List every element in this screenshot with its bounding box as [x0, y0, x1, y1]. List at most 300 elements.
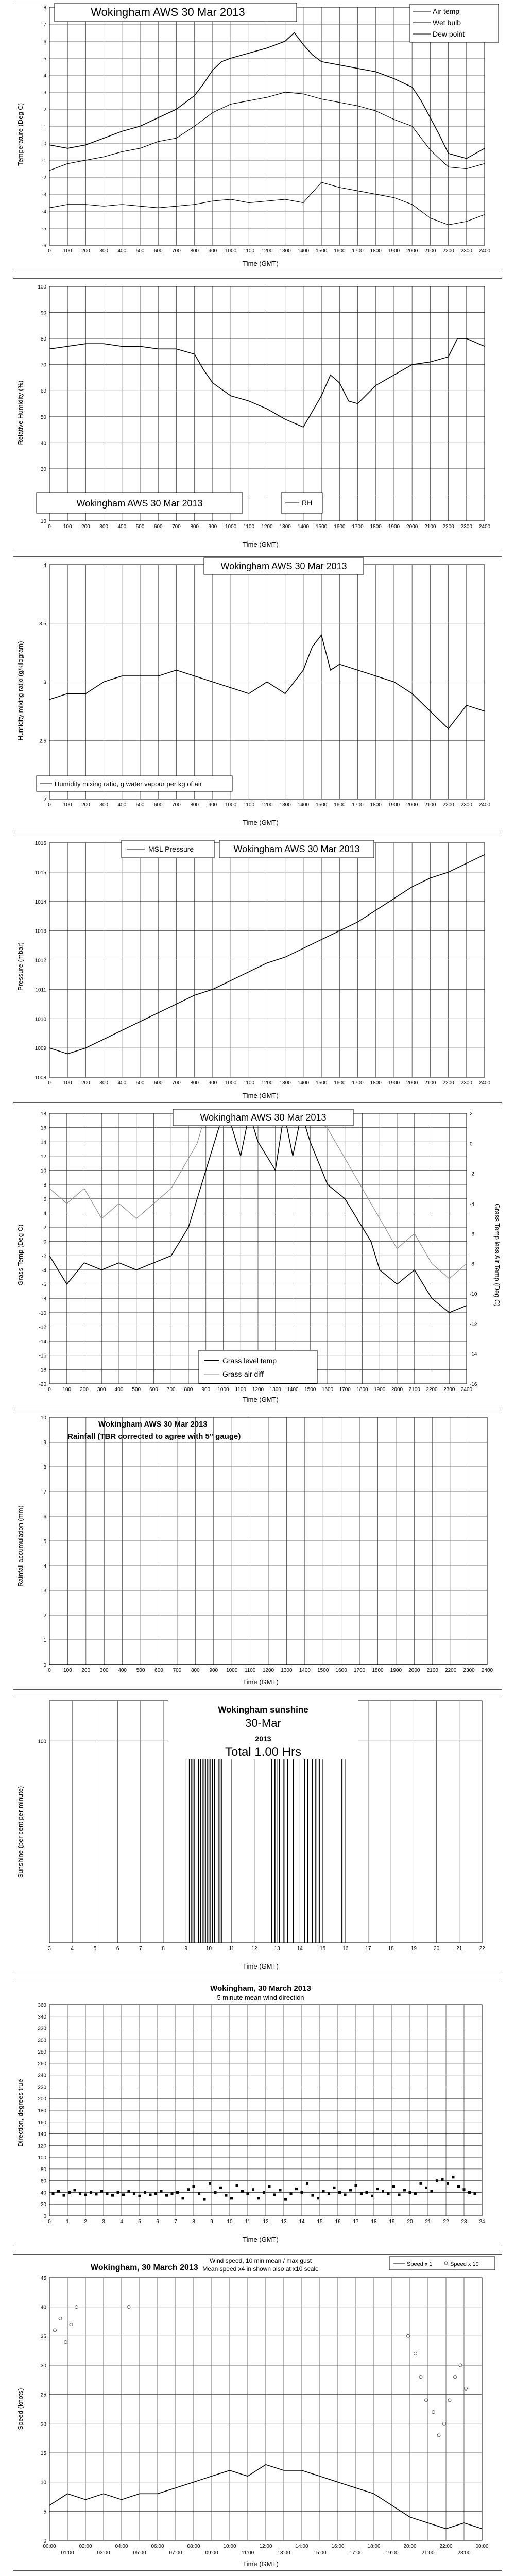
speed-x10-point	[414, 2352, 417, 2355]
x-tick-label: 1200	[261, 248, 273, 254]
wind-direction-point	[219, 2187, 222, 2189]
y-tick-label: 1008	[35, 1075, 46, 1081]
y-tick-label: -10	[39, 1310, 46, 1316]
y-tick-label: 7	[43, 1489, 46, 1495]
y-tick-label: 6	[43, 1196, 46, 1202]
x-tick-label: 300	[99, 524, 108, 530]
wind-direction-point	[295, 2188, 298, 2190]
y-tick-label: 20	[40, 2202, 46, 2208]
x-tick-label: 1200	[261, 1080, 273, 1086]
x-tick-label: 100	[63, 802, 72, 808]
chart-title: Wokingham AWS 30 Mar 2013	[200, 1112, 327, 1123]
x-tick-label: 7	[139, 1946, 142, 1952]
legend-label-msl-pressure: MSL Pressure	[148, 845, 194, 853]
y-tick-label: 1010	[35, 1016, 46, 1023]
x-tick-label: 1100	[243, 524, 255, 530]
x-tick-label: 1400	[287, 1387, 299, 1393]
x-tick-label: 1600	[334, 1080, 346, 1086]
y-axis-label: Direction, degrees true	[16, 2079, 24, 2147]
x-tick-label: 1300	[279, 248, 291, 254]
x-tick-label: 2100	[424, 248, 436, 254]
x-axis-label: Time (GMT)	[243, 260, 279, 267]
x-tick-label: 0	[48, 2219, 51, 2225]
x-tick-label: 2100	[424, 1080, 436, 1086]
x-tick-label: 600	[153, 1080, 163, 1086]
y-tick-label: -20	[39, 1382, 46, 1387]
y-tick-label: 4	[43, 1211, 46, 1217]
x-tick-label: 10	[227, 2219, 233, 2225]
x-tick-label: 1100	[243, 1080, 255, 1086]
y-tick-label: 80	[40, 2166, 46, 2173]
chart-subtitle: 5 minute mean wind direction	[217, 1994, 304, 2002]
x-tick-label: 400	[114, 1387, 124, 1393]
x-tick-label: 2000	[406, 524, 418, 530]
x-tick-label: 10:00	[223, 2544, 236, 2549]
x-tick-label: 2300	[443, 1387, 455, 1393]
x-tick-label: 19:00	[385, 2550, 399, 2556]
x-tick-label: 2200	[442, 248, 454, 254]
x-tick-label: 100	[62, 1387, 72, 1393]
legend-label-speed-x10: Speed x 10	[450, 2261, 479, 2267]
x-tick-label: 200	[81, 248, 90, 254]
x-tick-label: 700	[172, 802, 181, 808]
wind-direction-point	[425, 2187, 427, 2189]
y-tick-label: 3	[43, 90, 46, 96]
y-axis-label: Pressure (mbar)	[16, 942, 24, 991]
x-tick-label: 2300	[460, 1080, 472, 1086]
wind-direction-chart-panel	[13, 1981, 502, 2246]
wind-direction-point	[268, 2185, 271, 2188]
x-tick-label: 5	[93, 1946, 97, 1952]
y2-tick-label: -8	[470, 1261, 474, 1267]
chart-subtitle: 30-Mar	[245, 1717, 281, 1730]
wind-direction-point	[225, 2194, 228, 2197]
x-tick-label: 1600	[335, 1668, 347, 1673]
x-tick-label: 0	[48, 248, 51, 254]
y-tick-label: -6	[42, 243, 46, 249]
x-tick-label: 2200	[442, 802, 454, 808]
x-axis-label: Time (GMT)	[243, 1092, 279, 1099]
legend-swatch-speed-x10	[444, 2262, 448, 2265]
grass-temp-chart	[13, 1108, 502, 1406]
x-tick-label: 1400	[297, 524, 310, 530]
speed-x10-point	[465, 2387, 468, 2390]
wind-direction-point	[160, 2190, 163, 2193]
wind-direction-point	[106, 2192, 109, 2195]
wind-direction-point	[403, 2189, 406, 2191]
x-tick-label: 500	[136, 1668, 145, 1673]
x-tick-label: 1800	[370, 1080, 382, 1086]
x-tick-label: 1900	[388, 524, 400, 530]
x-tick-label: 1900	[390, 1668, 402, 1673]
x-tick-label: 2200	[445, 1668, 457, 1673]
x-tick-label: 16:00	[331, 2544, 345, 2549]
wind-direction-point	[436, 2179, 438, 2182]
y-tick-label: -2	[42, 175, 46, 181]
y-tick-label: 0	[43, 2214, 46, 2219]
x-tick-label: 01:00	[61, 2550, 74, 2556]
x-tick-label: 1500	[304, 1387, 316, 1393]
y-tick-label: 5	[43, 1539, 46, 1545]
wind-direction-point	[290, 2192, 293, 2195]
wind-direction-point	[74, 2189, 76, 2191]
y-tick-label: 1013	[35, 928, 46, 935]
y-tick-label: -12	[39, 1325, 46, 1331]
chart-note: Mean speed x4 in shown also at x10 scale	[202, 2265, 319, 2273]
wind-direction-point	[193, 2185, 195, 2188]
rainfall-chart-panel	[13, 1412, 502, 1690]
x-tick-label: 00:00	[475, 2544, 489, 2549]
x-tick-label: 2300	[463, 1668, 475, 1673]
y-tick-label: 60	[40, 388, 46, 395]
x-tick-label: 500	[135, 802, 145, 808]
x-tick-label: 600	[153, 248, 163, 254]
wind-direction-point	[457, 2185, 460, 2188]
chart-title: Wokingham, 30 March 2013	[91, 2263, 198, 2272]
x-tick-label: 900	[201, 1387, 211, 1393]
x-tick-label: 2400	[460, 1387, 473, 1393]
wind-direction-point	[171, 2192, 174, 2195]
x-tick-label: 23:00	[457, 2550, 471, 2556]
wind-direction-point	[84, 2194, 87, 2196]
wind-direction-point	[122, 2194, 125, 2196]
y-tick-label: 30	[40, 2363, 46, 2369]
speed-x10-point	[454, 2376, 457, 2379]
x-tick-label: 300	[99, 1668, 109, 1673]
y-tick-label: 10	[40, 2480, 46, 2486]
y-axis-label: Rainfall accumulation (mm)	[16, 1505, 24, 1587]
x-tick-label: 2000	[391, 1387, 403, 1393]
x-tick-label: 2	[84, 2219, 87, 2225]
x-tick-label: 300	[99, 248, 108, 254]
wind-direction-point	[333, 2187, 336, 2189]
x-tick-label: 300	[99, 1080, 108, 1086]
x-tick-label: 2300	[460, 248, 472, 254]
x-tick-label: 1400	[299, 1668, 311, 1673]
y-tick-label: 1014	[35, 899, 46, 905]
x-axis-label: Time (GMT)	[243, 1678, 279, 1686]
y-tick-label: 80	[40, 336, 46, 343]
x-tick-label: 2100	[426, 1668, 438, 1673]
wind-speed-chart-panel	[13, 2254, 502, 2571]
x-tick-label: 18	[371, 2219, 377, 2225]
x-tick-label: 1900	[388, 248, 400, 254]
speed-x10-point	[419, 2376, 422, 2379]
y-tick-label: 16	[40, 1125, 46, 1131]
y-tick-label: 4	[43, 73, 46, 79]
y-tick-label: 0	[43, 2538, 46, 2544]
x-tick-label: 900	[209, 1668, 218, 1673]
x-tick-label: 23	[461, 2219, 467, 2225]
y-tick-label: -2	[42, 1253, 46, 1260]
x-tick-label: 800	[191, 1668, 200, 1673]
wind-direction-point	[154, 2192, 157, 2195]
y-tick-label: 40	[40, 2190, 46, 2196]
x-tick-label: 100	[63, 1668, 72, 1673]
y-tick-label: 5	[43, 2509, 46, 2515]
wind-direction-point	[392, 2185, 395, 2188]
x-axis-label: Time (GMT)	[243, 2235, 279, 2243]
x-tick-label: 1000	[225, 1080, 237, 1086]
y-tick-label: 10	[40, 1415, 46, 1421]
legend-label-rh: RH	[302, 499, 313, 507]
wind-direction-point	[317, 2197, 319, 2199]
x-tick-label: 1300	[279, 802, 291, 808]
chart-title: Wokingham AWS 30 Mar 2013	[76, 498, 203, 509]
x-tick-label: 2400	[478, 802, 491, 808]
x-tick-label: 1700	[352, 802, 364, 808]
y-tick-label: 1012	[35, 958, 46, 964]
x-axis-label: Time (GMT)	[243, 2560, 279, 2568]
y-tick-label: -5	[42, 226, 46, 232]
legend-box	[389, 2257, 495, 2270]
y-tick-label: 8	[43, 5, 46, 11]
pressure-chart	[13, 835, 502, 1102]
x-tick-label: 14	[297, 1946, 303, 1952]
x-tick-label: 17:00	[349, 2550, 363, 2556]
x-tick-label: 1200	[261, 802, 273, 808]
x-tick-label: 2000	[406, 1080, 418, 1086]
x-tick-label: 2400	[478, 524, 491, 530]
chart-title: Wokingham, 30 March 2013	[210, 1984, 311, 1993]
x-tick-label: 05:00	[133, 2550, 146, 2556]
y2-tick-label: -16	[470, 1382, 477, 1387]
wind-direction-point	[198, 2192, 200, 2195]
x-tick-label: 300	[99, 802, 108, 808]
speed-x10-point	[448, 2399, 451, 2402]
x-tick-label: 06:00	[151, 2544, 164, 2549]
wind-direction-point	[284, 2198, 287, 2201]
y-axis-label: Grass Temp (Deg C)	[16, 1224, 24, 1286]
wind-direction-point	[209, 2182, 211, 2185]
y-tick-label: 50	[40, 414, 46, 420]
chart-total: Total 1.00 Hrs	[225, 1745, 302, 1759]
y2-tick-label: -6	[470, 1231, 474, 1238]
x-tick-label: 600	[149, 1387, 158, 1393]
x-tick-label: 500	[132, 1387, 141, 1393]
speed-x10-point	[437, 2434, 440, 2437]
x-tick-label: 1800	[370, 524, 382, 530]
chart-year: 2013	[255, 1735, 271, 1743]
x-tick-label: 9	[184, 1946, 188, 1952]
wind-direction-point	[57, 2190, 60, 2193]
y-tick-label: 180	[38, 2108, 46, 2114]
chart-title: Wokingham AWS 30 Mar 2013	[220, 561, 347, 571]
y-tick-label: 160	[38, 2120, 46, 2126]
x-tick-label: 700	[172, 524, 181, 530]
sunshine-chart-panel	[13, 1698, 502, 1973]
x-tick-label: 15	[317, 2219, 323, 2225]
temperature-chart	[13, 3, 502, 270]
x-tick-label: 1800	[356, 1387, 368, 1393]
y-tick-label: 100	[38, 284, 46, 290]
wind-direction-point	[230, 2197, 233, 2199]
wind-direction-point	[68, 2191, 71, 2194]
y2-tick-label: -14	[470, 1351, 477, 1358]
y-axis-label: Temperature (Deg C)	[16, 103, 24, 166]
y-tick-label: 140	[38, 2131, 46, 2138]
y-tick-label: 0	[43, 1663, 46, 1668]
x-tick-label: 1600	[321, 1387, 334, 1393]
x-tick-label: 800	[190, 1080, 199, 1086]
x-tick-label: 2400	[481, 1668, 493, 1673]
wind-direction-point	[165, 2194, 168, 2197]
y-tick-label: 12	[40, 1154, 46, 1160]
y-tick-label: 90	[40, 310, 46, 316]
wind-direction-point	[176, 2191, 179, 2194]
x-tick-label: 20	[434, 1946, 440, 1952]
wind-direction-point	[306, 2182, 308, 2185]
x-tick-label: 6	[156, 2219, 159, 2225]
x-tick-label: 14:00	[295, 2544, 308, 2549]
y-tick-label: -14	[39, 1339, 46, 1345]
speed-x10-point	[443, 2422, 446, 2425]
y-tick-label: 45	[40, 2276, 46, 2281]
x-tick-label: 1500	[316, 248, 328, 254]
y-tick-label: 360	[38, 2003, 46, 2008]
y2-tick-label: -12	[470, 1321, 477, 1328]
y-tick-label: 280	[38, 2049, 46, 2056]
y-tick-label: 100	[38, 2155, 46, 2161]
x-tick-label: 1600	[334, 524, 346, 530]
y-tick-label: 260	[38, 2061, 46, 2067]
x-tick-label: 400	[118, 1668, 127, 1673]
y-tick-label: 2	[43, 797, 46, 803]
y-tick-label: 6	[43, 39, 46, 45]
x-tick-label: 600	[154, 1668, 163, 1673]
speed-x10-point	[459, 2364, 462, 2367]
x-tick-label: 2200	[442, 1080, 454, 1086]
y-tick-label: -8	[42, 1296, 46, 1302]
wind-direction-point	[187, 2188, 190, 2191]
x-tick-label: 9	[210, 2219, 213, 2225]
x-tick-label: 16	[342, 1946, 349, 1952]
humidity-chart-panel	[13, 278, 502, 551]
wind-direction-point	[441, 2178, 444, 2181]
grass-temp-chart-panel	[13, 1108, 502, 1406]
y-tick-label: 2	[43, 1613, 46, 1619]
y-tick-label: 200	[38, 2096, 46, 2103]
legend-label-dew-point: Dew point	[433, 30, 465, 38]
x-tick-label: 900	[208, 248, 217, 254]
wind-direction-point	[214, 2191, 217, 2194]
x-tick-label: 19	[389, 2219, 395, 2225]
x-tick-label: 24	[479, 2219, 485, 2225]
wind-direction-point	[452, 2176, 455, 2178]
x-tick-label: 500	[135, 524, 145, 530]
wind-direction-point	[139, 2195, 141, 2197]
x-tick-label: 200	[81, 802, 90, 808]
x-tick-label: 5	[138, 2219, 141, 2225]
x-tick-label: 700	[166, 1387, 176, 1393]
x-tick-label: 1400	[297, 1080, 310, 1086]
wind-direction-point	[301, 2191, 303, 2194]
wind-direction-point	[144, 2191, 146, 2194]
x-tick-label: 21:00	[421, 2550, 435, 2556]
wind-direction-point	[328, 2192, 330, 2195]
x-tick-label: 2000	[408, 1668, 420, 1673]
x-tick-label: 1400	[297, 248, 310, 254]
y-tick-label: 1	[43, 1638, 46, 1643]
legend-label-speed-x1: Speed x 1	[407, 2261, 433, 2267]
x-tick-label: 1800	[370, 248, 382, 254]
mixing-ratio-chart	[13, 557, 502, 829]
x-tick-label: 19	[410, 1946, 417, 1952]
wind-direction-point	[95, 2193, 98, 2195]
y-tick-label: 20	[40, 2421, 46, 2428]
x-tick-label: 900	[208, 802, 217, 808]
y-tick-label: 14	[40, 1140, 46, 1146]
y-tick-label: 2.5	[39, 738, 46, 744]
y-tick-label: -6	[42, 1282, 46, 1288]
y-tick-label: 10	[40, 519, 46, 524]
x-tick-label: 2400	[478, 248, 491, 254]
legend-label-mixing-ratio: Humidity mixing ratio, g water vapour per kg of air	[55, 780, 202, 788]
x-tick-label: 1500	[316, 1080, 328, 1086]
y-tick-label: 0	[43, 1239, 46, 1245]
x-tick-label: 1200	[261, 524, 273, 530]
x-tick-label: 04:00	[115, 2544, 128, 2549]
rainfall-chart	[13, 1412, 502, 1689]
x-tick-label: 21	[456, 1946, 462, 1952]
x-tick-label: 1900	[388, 1080, 400, 1086]
x-tick-label: 1000	[217, 1387, 229, 1393]
wind-direction-point	[463, 2188, 466, 2191]
x-tick-label: 2100	[424, 524, 436, 530]
x-tick-label: 2000	[406, 248, 418, 254]
y-tick-label: 40	[40, 2304, 46, 2311]
wind-direction-point	[149, 2194, 152, 2196]
y2-tick-label: 0	[470, 1141, 473, 1147]
chart-subtitle: Rainfall (TBR corrected to agree with 5" gauge)	[67, 1432, 241, 1441]
x-tick-label: 2100	[424, 802, 436, 808]
wind-direction-point	[133, 2192, 135, 2195]
wind-direction-point	[203, 2198, 206, 2201]
x-axis-label: Time (GMT)	[243, 540, 279, 548]
chart-title: Wokingham AWS 30 Mar 2013	[233, 844, 360, 854]
y-tick-label: -1	[42, 158, 46, 164]
speed-x10-point	[75, 2306, 78, 2309]
x-tick-label: 2100	[408, 1387, 420, 1393]
x-tick-label: 0	[48, 802, 51, 808]
y2-tick-label: -4	[470, 1201, 474, 1207]
x-tick-label: 200	[81, 1080, 90, 1086]
x-tick-label: 800	[190, 802, 199, 808]
y-tick-label: 3.5	[39, 621, 46, 627]
y-tick-label: 25	[40, 2392, 46, 2398]
wind-direction-point	[322, 2190, 325, 2193]
x-tick-label: 600	[153, 524, 163, 530]
x-tick-label: 1700	[352, 248, 364, 254]
wind-direction-point	[312, 2194, 314, 2197]
x-tick-label: 00:00	[43, 2544, 56, 2549]
x-tick-label: 1000	[225, 802, 237, 808]
wind-direction-point	[247, 2192, 249, 2195]
wind-direction-point	[360, 2192, 363, 2195]
x-tick-label: 8	[192, 2219, 195, 2225]
x-axis-label: Time (GMT)	[243, 1962, 279, 1970]
chart-title: Wokingham sunshine	[218, 1705, 308, 1715]
x-tick-label: 400	[117, 524, 127, 530]
y-tick-label: 9	[43, 1440, 46, 1446]
x-tick-label: 0	[48, 524, 51, 530]
x-tick-label: 2200	[426, 1387, 438, 1393]
x-tick-label: 1000	[225, 524, 237, 530]
wind-speed-chart	[13, 2255, 502, 2570]
x-tick-label: 1500	[316, 802, 328, 808]
x-tick-label: 03:00	[97, 2550, 110, 2556]
wind-direction-point	[398, 2194, 401, 2196]
